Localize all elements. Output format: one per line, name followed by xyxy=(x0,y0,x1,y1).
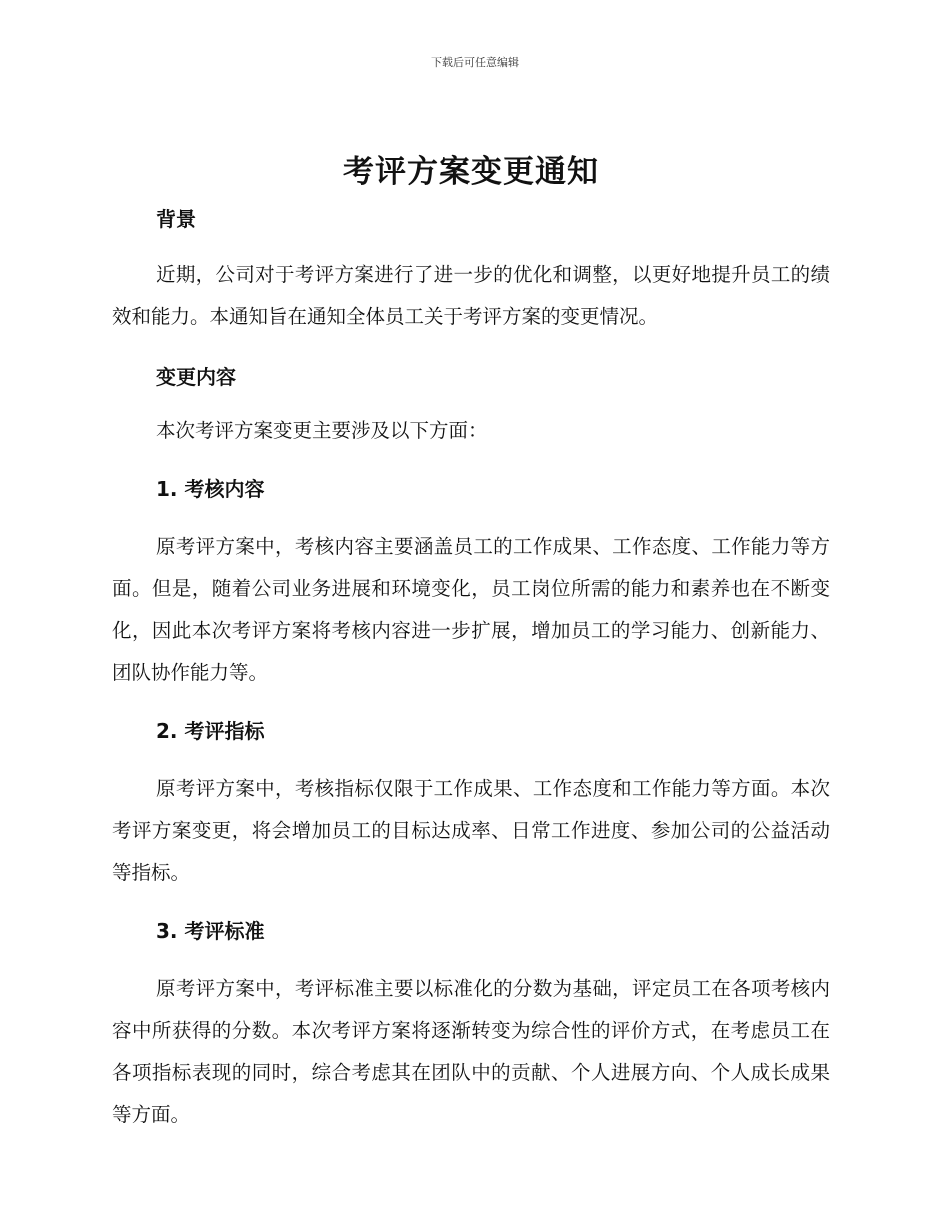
heading-evaluation-indicators: 2. 考评指标 xyxy=(156,719,265,743)
paragraph-evaluation-standards: 原考评方案中，考评标准主要以标准化的分数为基础，评定员工在各项考核内容中所获得的分数。本次考评方案将逐渐转变为综合性的评价方式，在考虑员工在各项指标表现的同时，综合考虑其在团队中的贡献、个人进展方向、个人成长成果等方面。 xyxy=(112,977,830,1126)
page-header-note: 下载后可任意编辑 xyxy=(431,56,519,69)
heading-change-content: 变更内容 xyxy=(156,365,236,389)
document-title: 考评方案变更通知 xyxy=(343,154,599,190)
paragraph-change-intro: 本次考评方案变更主要涉及以下方面： xyxy=(156,419,488,442)
paragraph-background: 近期，公司对于考评方案进行了进一步的优化和调整，以更好地提升员工的绩效和能力。本通知旨在通知全体员工关于考评方案的变更情况。 xyxy=(112,263,830,328)
paragraph-assessment-content: 原考评方案中，考核内容主要涵盖员工的工作成果、工作态度、工作能力等方面。但是，随着公司业务进展和环境变化，员工岗位所需的能力和素养也在不断变化，因此本次考评方案将考核内容进一步扩展，增加员工的学习能力、创新能力、团队协作能力等。 xyxy=(112,535,830,684)
document-body xyxy=(112,146,830,1136)
paragraph-evaluation-indicators: 原考评方案中，考核指标仅限于工作成果、工作态度和工作能力等方面。本次考评方案变更，将会增加员工的目标达成率、日常工作进度、参加公司的公益活动等指标。 xyxy=(112,777,830,884)
heading-evaluation-standards: 3. 考评标准 xyxy=(156,919,265,943)
heading-assessment-content: 1. 考核内容 xyxy=(156,477,265,501)
heading-background: 背景 xyxy=(156,207,196,231)
